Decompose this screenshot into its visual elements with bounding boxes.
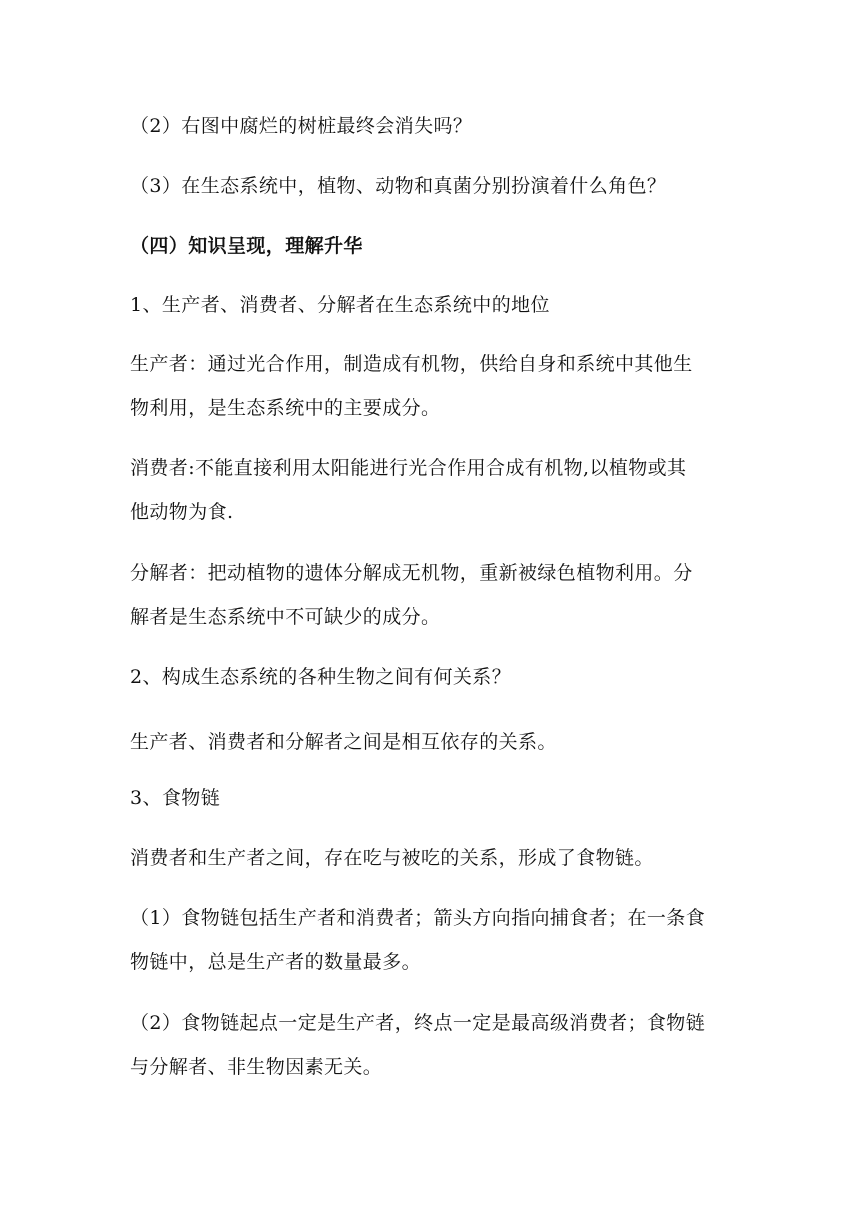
relationship-answer: 生产者、消费者和分解者之间是相互依存的关系。 — [130, 731, 557, 753]
section-heading: （四）知识呈现，理解升华 — [130, 235, 363, 257]
point-1-heading: 1、生产者、消费者、分解者在生态系统中的地位 — [130, 294, 550, 316]
point-3-heading: 3、食物链 — [130, 787, 221, 809]
point-2-heading: 2、构成生态系统的各种生物之间有何关系？ — [130, 666, 512, 688]
decomposer-line-2: 解者是生态系统中不可缺少的成分。 — [130, 606, 441, 628]
consumer-line-1: 消费者:不能直接利用太阳能进行光合作用合成有机物,以植物或其 — [130, 457, 687, 479]
food-chain-rule-1-line-2: 物链中，总是生产者的数量最多。 — [130, 951, 422, 973]
question-2: （2）右图中腐烂的树桩最终会消失吗？ — [130, 115, 473, 137]
food-chain-rule-2-line-1: （2）食物链起点一定是生产者，终点一定是最高级消费者；食物链 — [130, 1012, 706, 1034]
consumer-line-2: 他动物为食. — [130, 501, 234, 523]
food-chain-rule-2-line-2: 与分解者、非生物因素无关。 — [130, 1056, 383, 1078]
decomposer-line-1: 分解者：把动植物的遗体分解成无机物，重新被绿色植物利用。分 — [130, 562, 693, 584]
producer-line-1: 生产者：通过光合作用，制造成有机物，供给自身和系统中其他生 — [130, 353, 693, 375]
food-chain-definition: 消费者和生产者之间，存在吃与被吃的关系，形成了食物链。 — [130, 847, 654, 869]
food-chain-rule-1-line-1: （1）食物链包括生产者和消费者；箭头方向指向捕食者；在一条食 — [130, 907, 706, 929]
producer-line-2: 物利用，是生态系统中的主要成分。 — [130, 397, 441, 419]
question-3: （3）在生态系统中，植物、动物和真菌分别扮演着什么角色？ — [130, 175, 667, 197]
